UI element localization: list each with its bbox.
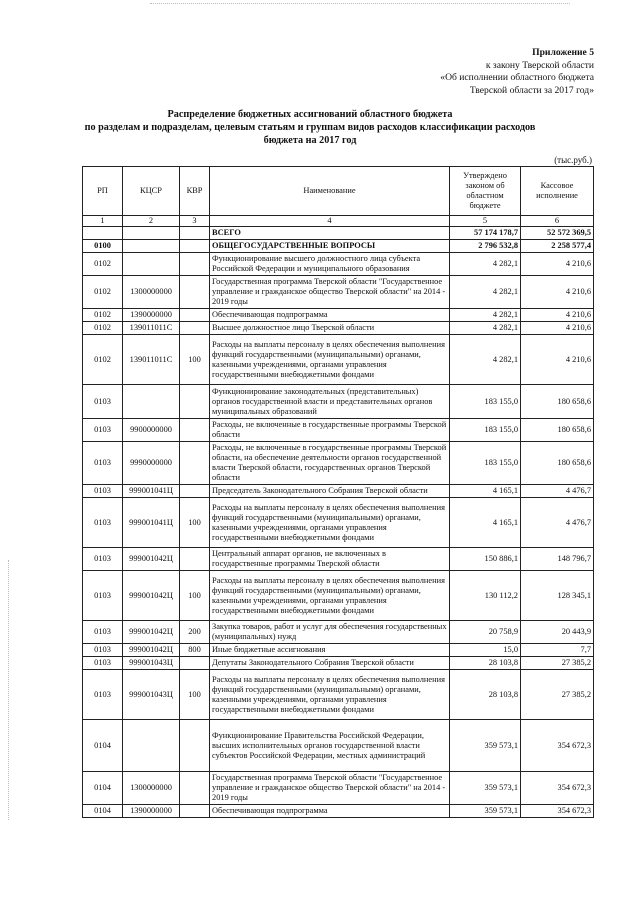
row-name: Иные бюджетные ассигнования <box>210 644 450 657</box>
row-kcsr <box>123 227 180 240</box>
row-kcsr: 1390000000 <box>123 309 180 322</box>
row-approved: 4 282,1 <box>450 309 521 322</box>
table-row <box>83 385 594 419</box>
row-rp: 0103 <box>83 442 123 485</box>
row-kcsr: 999001041Ц <box>123 485 180 498</box>
table-row <box>83 419 594 442</box>
row-approved: 28 103,8 <box>450 657 521 670</box>
row-rp: 0102 <box>83 253 123 276</box>
appendix-line: к закону Тверской области <box>485 59 594 71</box>
appendix-line: «Об исполнении областного бюджета <box>440 72 594 83</box>
row-kcsr: 999001042Ц <box>123 571 180 621</box>
table-row <box>83 657 594 670</box>
row-executed: 27 385,2 <box>521 657 594 670</box>
row-kvr <box>180 720 210 772</box>
row-name: Расходы на выплаты персоналу в целях обеспечения выполнения функций государственными (муниципальными) органами, казенными учреждениями, органами управления государственными внебюджетными фондами <box>210 335 450 385</box>
row-executed: 4 210,6 <box>521 335 594 385</box>
row-executed: 4 476,7 <box>521 498 594 548</box>
table-row <box>83 772 594 805</box>
table-row <box>83 253 594 276</box>
row-kvr <box>180 276 210 309</box>
row-executed: 20 443,9 <box>521 621 594 644</box>
table-row <box>83 442 594 485</box>
table-row <box>83 485 594 498</box>
row-approved: 183 155,0 <box>450 442 521 485</box>
row-kcsr: 999001043Ц <box>123 657 180 670</box>
row-executed: 4 210,6 <box>521 276 594 309</box>
row-kvr <box>180 240 210 253</box>
row-approved: 359 573,1 <box>450 720 521 772</box>
column-number: 4 <box>210 216 450 227</box>
row-rp: 0103 <box>83 419 123 442</box>
row-name: Высшее должностное лицо Тверской области <box>210 322 450 335</box>
row-name: Расходы на выплаты персоналу в целях обеспечения выполнения функций государственными (муниципальными) органами, казенными учреждениями, органами управления государственными внебюджетными фондами <box>210 498 450 548</box>
row-approved: 4 282,1 <box>450 276 521 309</box>
table-row <box>83 571 594 621</box>
row-rp: 0103 <box>83 670 123 720</box>
row-name: Функционирование Правительства Российской Федерации, высших исполнительных органов государственной власти субъектов Российской Федерации, местных администраций <box>210 720 450 772</box>
row-approved: 28 103,8 <box>450 670 521 720</box>
row-kvr <box>180 657 210 670</box>
row-rp: 0102 <box>83 335 123 385</box>
row-kcsr <box>123 720 180 772</box>
appendix-block <box>440 47 594 97</box>
document-title <box>70 108 550 147</box>
row-approved: 150 886,1 <box>450 548 521 571</box>
row-kvr <box>180 442 210 485</box>
row-kcsr <box>123 240 180 253</box>
row-name: Расходы, не включенные в государственные программы Тверской области <box>210 419 450 442</box>
row-name: Центральный аппарат органов, не включенных в государственные программы Тверской области <box>210 548 450 571</box>
row-kvr <box>180 548 210 571</box>
appendix-title: Приложение 5 <box>532 47 594 58</box>
row-name: Расходы, не включенные в государственные программы Тверской области, на обеспечение деятельности органов государственной власти Тверской области, государственных органов Тверской области <box>210 442 450 485</box>
table-row <box>83 720 594 772</box>
row-executed: 354 672,3 <box>521 772 594 805</box>
row-approved: 183 155,0 <box>450 385 521 419</box>
row-name: Расходы на выплаты персоналу в целях обеспечения выполнения функций государственными (муниципальными) органами, казенными учреждениями, органами управления государственными внебюджетными фондами <box>210 571 450 621</box>
row-rp: 0103 <box>83 485 123 498</box>
column-number: 2 <box>123 216 180 227</box>
row-approved: 4 165,1 <box>450 498 521 548</box>
row-name: Депутаты Законодательного Собрания Тверской области <box>210 657 450 670</box>
row-kcsr: 139011011С <box>123 335 180 385</box>
row-executed: 7,7 <box>521 644 594 657</box>
table-row <box>83 322 594 335</box>
row-rp: 0102 <box>83 309 123 322</box>
row-approved: 2 796 532,8 <box>450 240 521 253</box>
row-rp: 0103 <box>83 571 123 621</box>
column-number: 5 <box>450 216 521 227</box>
row-kcsr: 1300000000 <box>123 276 180 309</box>
row-name: Функционирование законодательных (представительных) органов государственной власти и представительных органов муниципальных образований <box>210 385 450 419</box>
row-kvr: 100 <box>180 498 210 548</box>
row-executed: 148 796,7 <box>521 548 594 571</box>
row-rp: 0100 <box>83 240 123 253</box>
row-rp: 0102 <box>83 322 123 335</box>
row-approved: 183 155,0 <box>450 419 521 442</box>
header-approved: Утверждено законом об областном бюджете <box>450 167 521 216</box>
row-kcsr: 1390000000 <box>123 805 180 818</box>
row-kvr: 100 <box>180 335 210 385</box>
table-row <box>83 240 594 253</box>
row-approved: 359 573,1 <box>450 772 521 805</box>
row-kcsr: 999001043Ц <box>123 670 180 720</box>
row-rp: 0103 <box>83 498 123 548</box>
table-row <box>83 644 594 657</box>
row-kvr: 100 <box>180 571 210 621</box>
row-name: Председатель Законодательного Собрания Тверской области <box>210 485 450 498</box>
row-executed: 354 672,3 <box>521 720 594 772</box>
scan-margin-artifact <box>8 560 9 820</box>
row-approved: 4 282,1 <box>450 335 521 385</box>
row-kvr: 200 <box>180 621 210 644</box>
row-executed: 4 210,6 <box>521 309 594 322</box>
row-kcsr: 9900000000 <box>123 419 180 442</box>
row-kcsr: 999001042Ц <box>123 621 180 644</box>
row-name: ОБЩЕГОСУДАРСТВЕННЫЕ ВОПРОСЫ <box>210 240 450 253</box>
table-row <box>83 805 594 818</box>
header-executed: Кассовое исполнение <box>521 167 594 216</box>
row-rp: 0104 <box>83 805 123 818</box>
row-executed: 128 345,1 <box>521 571 594 621</box>
row-rp: 0103 <box>83 657 123 670</box>
row-name: Обеспечивающая подпрограмма <box>210 309 450 322</box>
header-row <box>83 167 594 216</box>
table-row <box>83 498 594 548</box>
row-approved: 57 174 178,7 <box>450 227 521 240</box>
table-row <box>83 227 594 240</box>
header-kcsr: КЦСР <box>123 167 180 216</box>
column-number-row <box>83 216 594 227</box>
row-name: Расходы на выплаты персоналу в целях обеспечения выполнения функций государственными (муниципальными) органами, казенными учреждениями, органами управления государственными внебюджетными фондами <box>210 670 450 720</box>
row-name: Закупка товаров, работ и услуг для обеспечения государственных (муниципальных) нужд <box>210 621 450 644</box>
table-row <box>83 670 594 720</box>
row-approved: 4 282,1 <box>450 322 521 335</box>
table-row <box>83 621 594 644</box>
column-number: 1 <box>83 216 123 227</box>
row-kvr <box>180 772 210 805</box>
row-executed: 27 385,2 <box>521 670 594 720</box>
row-approved: 359 573,1 <box>450 805 521 818</box>
row-kvr: 800 <box>180 644 210 657</box>
row-rp: 0103 <box>83 548 123 571</box>
row-executed: 4 210,6 <box>521 322 594 335</box>
column-number: 3 <box>180 216 210 227</box>
row-rp: 0104 <box>83 720 123 772</box>
header-rp: РП <box>83 167 123 216</box>
row-executed: 2 258 577,4 <box>521 240 594 253</box>
row-kcsr: 999001042Ц <box>123 548 180 571</box>
row-name: Государственная программа Тверской области "Государственное управление и гражданское общество Тверской области" на 2014 - 2019 годы <box>210 772 450 805</box>
row-kvr <box>180 322 210 335</box>
row-kvr <box>180 253 210 276</box>
table-row <box>83 309 594 322</box>
row-kcsr <box>123 253 180 276</box>
title-line: Распределение бюджетных ассигнований областного бюджета <box>167 109 453 120</box>
row-approved: 130 112,2 <box>450 571 521 621</box>
row-executed: 354 672,3 <box>521 805 594 818</box>
header-name: Наименование <box>210 167 450 216</box>
table-body <box>83 227 594 818</box>
row-name: Государственная программа Тверской области "Государственное управление и гражданское общество Тверской области" на 2014 - 2019 годы <box>210 276 450 309</box>
appendix-line: Тверской области за 2017 год» <box>469 84 594 96</box>
row-kcsr: 139011011С <box>123 322 180 335</box>
row-kvr <box>180 385 210 419</box>
row-kvr <box>180 805 210 818</box>
row-approved: 15,0 <box>450 644 521 657</box>
row-kcsr: 9990000000 <box>123 442 180 485</box>
row-kvr <box>180 485 210 498</box>
row-executed: 4 210,6 <box>521 253 594 276</box>
row-executed: 4 476,7 <box>521 485 594 498</box>
scan-artifact <box>150 3 570 6</box>
title-line: бюджета на 2017 год <box>263 135 357 146</box>
row-kvr: 100 <box>180 670 210 720</box>
row-rp <box>83 227 123 240</box>
row-executed: 180 658,6 <box>521 385 594 419</box>
row-approved: 20 758,9 <box>450 621 521 644</box>
row-rp: 0103 <box>83 385 123 419</box>
row-name: ВСЕГО <box>210 227 450 240</box>
row-approved: 4 165,1 <box>450 485 521 498</box>
table-row <box>83 276 594 309</box>
budget-table <box>82 166 594 818</box>
column-number: 6 <box>521 216 594 227</box>
table-row <box>83 548 594 571</box>
row-rp: 0102 <box>83 276 123 309</box>
row-approved: 4 282,1 <box>450 253 521 276</box>
row-kcsr: 999001041Ц <box>123 498 180 548</box>
units-label: (тыс.руб.) <box>554 155 592 165</box>
row-rp: 0103 <box>83 621 123 644</box>
row-name: Обеспечивающая подпрограмма <box>210 805 450 818</box>
table-row <box>83 335 594 385</box>
header-kvr: КВР <box>180 167 210 216</box>
row-executed: 180 658,6 <box>521 419 594 442</box>
row-rp: 0103 <box>83 644 123 657</box>
row-name: Функционирование высшего должностного лица субъекта Российской Федерации и муниципального образования <box>210 253 450 276</box>
row-kvr <box>180 419 210 442</box>
row-executed: 52 572 369,5 <box>521 227 594 240</box>
title-line: по разделам и подразделам, целевым статьям и группам видов расходов классификации расходов <box>84 122 536 133</box>
row-kcsr: 1300000000 <box>123 772 180 805</box>
row-executed: 180 658,6 <box>521 442 594 485</box>
row-kcsr <box>123 385 180 419</box>
row-kvr <box>180 309 210 322</box>
row-kvr <box>180 227 210 240</box>
row-kcsr: 999001042Ц <box>123 644 180 657</box>
row-rp: 0104 <box>83 772 123 805</box>
